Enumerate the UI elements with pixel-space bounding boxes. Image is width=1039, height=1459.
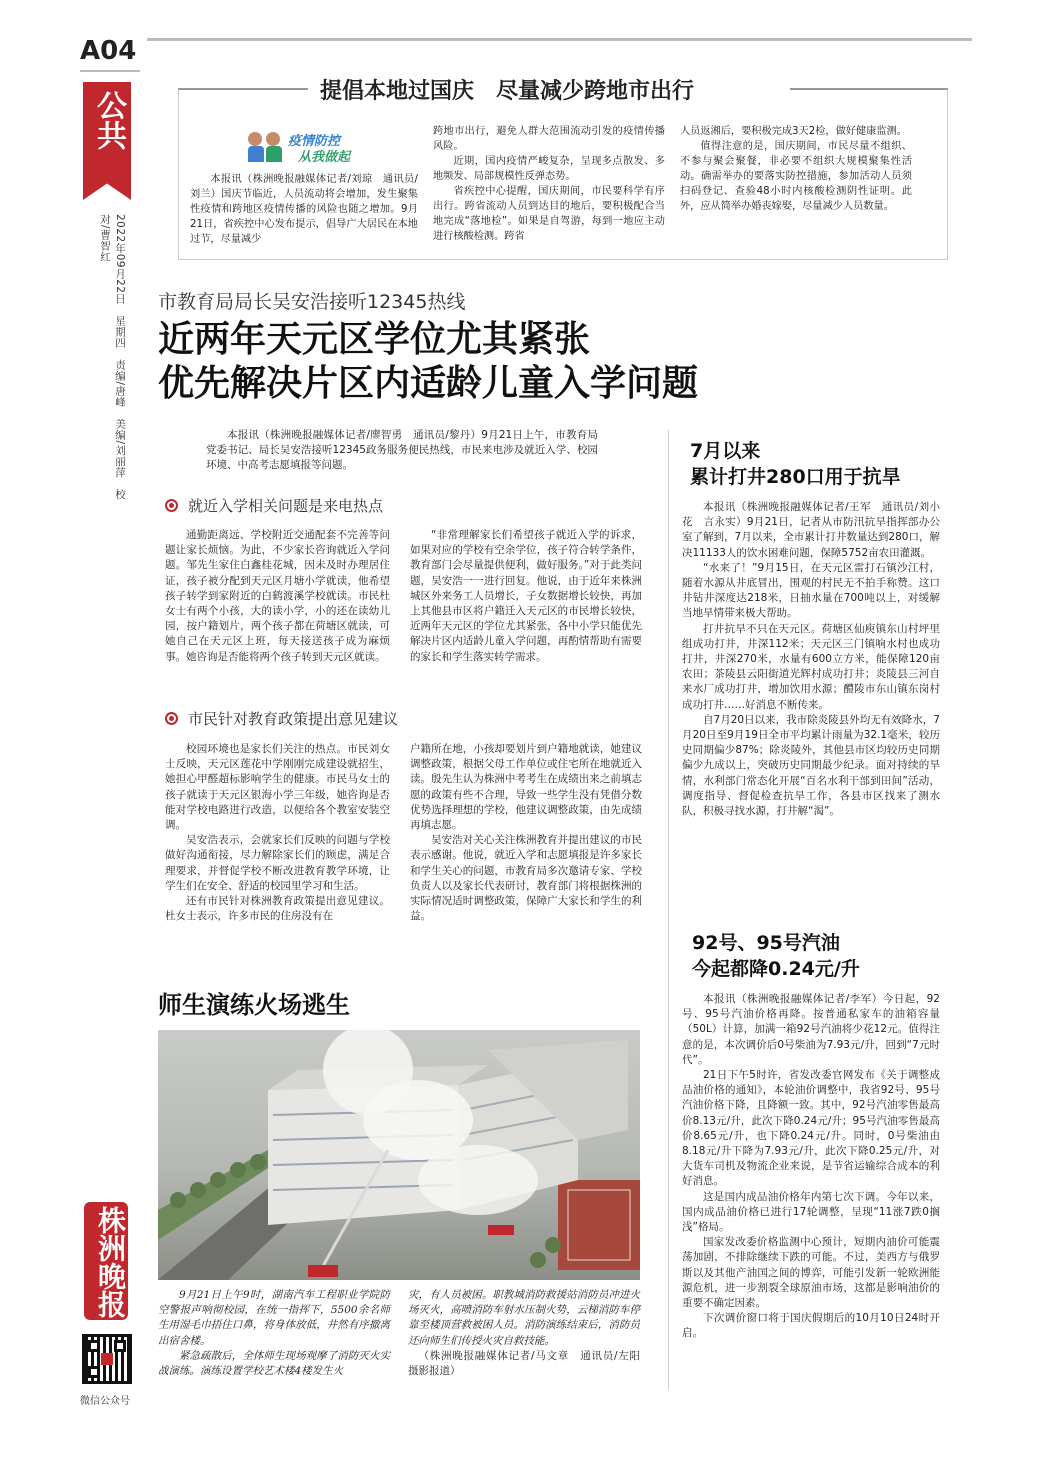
story1-col2-p1: 跨地市出行，避免人群大范围流动引发的疫情传播风险。	[433, 126, 665, 152]
qr-code[interactable]	[82, 1334, 132, 1384]
story2-sec1-col1: 通勤距离远、学校附近交通配套不完善等问题让家长烦恼。为此，不少家长咨询就近入学问题。邹先生家住白鑫桂花城，因未及时办理居住证，孩子被分配到天元区月塘小学就读，他希望孩子转学到家附近的白鹤渡溪学校就读。市民杜女士有两个小孩，大的读小学，小的还在读幼儿园，按户籍划片，两个孩子都在荷塘区就读，可她自己在天元区上班，每天接送孩子成为麻烦事。她咨询是否能将两个孩子转到天元区就读。	[165, 529, 390, 663]
fire-truck	[308, 1265, 338, 1277]
story2-sec2-col1-p3: 还有市民针对株洲教育政策提出意见建议。杜女士表示，许多市民的住房没有在	[165, 895, 390, 923]
story2-sec2-col1-p2: 吴安浩表示，会就家长们反映的问题与学校做好沟通衔接，尽力解除家长们的顾虑，满足合理要求，并督促学校不断改进教育教学环境，让学生们在安全、舒适的校园里学习和生活。	[165, 834, 390, 892]
qr-label: 微信公众号	[80, 1396, 130, 1407]
smoke-plume	[418, 1145, 538, 1215]
story3-credit: （株洲晚报融媒体记者/马文章 通讯员/左阳 摄影报道）	[408, 1349, 651, 1378]
story4-p2: “水来了！”9月15日，在天元区雷打石镇沙江村，随着水源从井底冒出，围观的村民无不拍手称赞。这口井钻井深度达218米，日抽水量在700吨以上，对缓解当地旱情带来极大帮助。	[682, 561, 940, 620]
story3-caption-p3: 灾，有人员被困。职教城消防救援站消防员冲进火场灭火，高喷消防车射水压制火势，云梯消防车停靠至楼顶营救被困人员。消防演练结束后，消防员还向师生们传授火灾自救技能。	[408, 1289, 640, 1347]
top-rule-thin	[80, 70, 140, 72]
story1-rule-left	[178, 88, 308, 90]
story2-subhead-2	[165, 708, 398, 729]
story2-sec2-col2	[410, 742, 642, 924]
story4-p4: 自7月20日以来，我市除炎陵县外均无有效降水，7月20日至9月19日全市平均累计雨量为32.1毫米，较历史同期偏少87%；除炎陵外，其他县市区均较历史同期偏少九成以上，突破历史同期最少纪录。面对持续的旱情，水利部门常态化开展“百名水利干部到田间”活动，调度指导、督促检查抗旱工作，各县市区找来了测水队，积极寻找水源，打井解“渴”。	[682, 713, 940, 818]
story1-col2-p3: 省疾控中心提醒，国庆期间，市民要科学有序出行。跨省流动人员到达目的地后，要积极配合当地完成“落地检”。如果是自驾游，每到一地应主动进行核酸检测。跨省	[433, 186, 665, 242]
story2-subhead-1	[165, 495, 383, 516]
bullet-icon	[165, 499, 178, 512]
person-icon	[248, 146, 264, 162]
story2-lead: 本报讯（株洲晚报融媒体记者/廖智勇 通讯员/黎丹）9月21日上午，市教育局党委书记、局长吴安浩接听12345政务服务便民热线，市民来电涉及就近入学、校园环境、中高考志愿填报等问题。	[206, 429, 598, 472]
story2-subhead-2-text: 市民针对教育政策提出意见建议	[188, 710, 399, 728]
story2-subhead-1-text: 就近入学相关问题是来电热点	[188, 497, 384, 515]
story5-headline-1: 92号、95号汽油	[692, 932, 840, 954]
bullet-icon	[165, 712, 178, 725]
fire-drill-photo	[158, 1030, 640, 1280]
story5-body	[682, 992, 940, 1342]
story1-col3-p1: 人员返湘后，要积极完成3天2检，做好健康监测。	[680, 126, 907, 137]
person-icon	[266, 146, 282, 162]
brand-name: 株洲晚报	[94, 1206, 127, 1318]
story2-kicker: 市教育局局长吴安浩接听12345热线	[158, 291, 466, 313]
story2-sec2-col2-p2: 吴安浩对关心关注株洲教育并提出建议的市民表示感谢。他说，就近入学和志愿填报是许多家长和学生关心的问题，市教育局多次邀请专家、学校负责人以及家长代表研讨，教育部门将根据株洲的实际情况适时调整政策，保障广大家长和学生的利益。	[410, 834, 642, 923]
story1-headline: 提倡本地过国庆 尽量减少跨地市出行	[320, 79, 695, 104]
story2-sec2-col1-p1: 校园环境也是家长们关注的热点。市民刘女士反映，天元区莲花中学刚刚完成建设就招生，她担心甲醛超标影响学生的健康。市民马女士的孩子就读于天元区银海小学三年级，她咨询是否能对学校电路进行改造，以便给各个教室安装空调。	[165, 743, 390, 832]
badge-line2: 从我做起	[298, 150, 351, 165]
story1-col3	[680, 124, 912, 214]
story3-caption-col2	[408, 1288, 651, 1379]
story5-p2: 21日下午5时许，省发改委官网发布《关于调整成品油价格的通知》，本轮油价调整中，我省92号、95号汽油价格下降，且降额一致。其中，92号汽油零售最高价8.13元/升，此次下降0.24元/升；95号汽油零售最高价8.65元/升，也下降0.24元/升。同时，0号柴油由8.18元/升下降为7.93元/升，此次下降0.25元/升，对大货车司机及物流企业来说，是节省运输综合成本的利好消息。	[682, 1069, 940, 1188]
story2-headline-1: 近两年天元区学位尤其紧张	[158, 319, 591, 360]
story4-headline-1: 7月以来	[690, 440, 761, 462]
page-number: A04	[80, 36, 137, 66]
badge-line1: 疫情防控	[288, 134, 341, 149]
story4-p1: 本报讯（株洲晚报融媒体记者/王军 通讯员/刘小花 言永实）9月21日，记者从市防汛抗旱指挥部办公室了解到，7月以来，全市累计打井数量达到280口，解决11133人的饮水困难问题，保障5752亩农田灌溉。	[682, 501, 940, 559]
story5-p4: 国家发改委价格监测中心预计，短期内油价可能震荡加剧，不排除继续下跌的可能。不过，美西方与俄罗斯以及其他产油国之间的博弈，可能引发新一轮欧洲能源危机，进一步割裂全球原油市场，这都是影响油价的重要不确定因素。	[682, 1236, 940, 1310]
story4-p3: 打井抗旱不只在天元区。荷塘区仙庾镇东山村坪里组成功打井，井深112米；天元区三门镇响水村也成功打井，井深270米，水量有600立方米，能保障120亩农田；茶陵县云阳街道光辉村成功打井；炎陵县三河自来水厂成功打井，增加饮用水源；醴陵市东山镇东岗村成功打井……好消息不断传来。	[682, 622, 940, 711]
story1-col1: 本报讯（株洲晚报融媒体记者/刘琼 通讯员/刘兰）国庆节临近，人员流动将会增加，发生聚集性疫情和跨地区疫情传播的风险也随之增加。9月21日，省疾控中心发布提示，倡导广大居民在本地过节，尽量减少	[190, 174, 418, 245]
story2-sec2-col1	[165, 742, 390, 924]
story4-headline-2: 累计打井280口用于抗旱	[690, 466, 901, 488]
story1-col2	[433, 124, 665, 244]
story1-col2-p2: 近期，国内疫情严峻复杂，呈现多点散发、多地频发、局部规模性反弹态势。	[433, 156, 665, 182]
story2-sec2-col2-p1: 户籍所在地，小孩却要划片到户籍地就读，她建议调整政策，根据父母工作单位或住宅所在地就近入读。殷先生认为株洲中考考生在成绩出来之前填志愿的政策有些不合理，导致一些学生没有凭借分数优势选择理想的学校，他建议调整政策，由先成绩再填志愿。	[410, 743, 642, 832]
fire-truck	[488, 1225, 514, 1235]
person-icon	[248, 132, 262, 146]
story3-caption-col1	[158, 1288, 390, 1379]
story4-body	[682, 500, 940, 819]
story1-rule-right	[790, 88, 948, 90]
story1-badge	[248, 130, 396, 164]
top-rule	[147, 38, 972, 41]
fire-drill-scene	[158, 1030, 640, 1280]
story3-caption-p1: 9月21日上午9时，湖南汽车工程职业学院防空警报声响彻校园，在统一指挥下，5500余名师生用湿毛巾捂住口鼻，将身体放低，井然有序撤离出宿舍楼。	[158, 1289, 390, 1347]
story5-p5: 下次调价窗口将于国庆假期后的10月10日24时开启。	[682, 1312, 940, 1340]
person-icon	[266, 132, 280, 146]
story2-headline-2: 优先解决片区内适龄儿童入学问题	[158, 363, 699, 404]
sports-field	[558, 1180, 640, 1270]
story3-caption-p2: 紧急疏散后，全体师生现场观摩了消防灭火实战演练。演练设置学校艺术楼4楼发生火	[158, 1349, 390, 1378]
story5-p1: 本报讯（株洲晚报融媒体记者/李军）今日起，92号、95号汽油价格再降。按普通私家车的油箱容量（50L）计算，加满一箱92号汽油将少花12元。值得注意的是，本次调价后0号柴油为7.93元/升，回到“7元时代”。	[682, 993, 940, 1066]
story5-headline-2: 今起都降0.24元/升	[692, 958, 860, 980]
story3-headline: 师生演练火场逃生	[158, 991, 350, 1019]
section-label: 公共	[91, 90, 126, 150]
dateline: 2022年09月22日 星期四 责编/唐峰 美编/刘丽萍 校对/曹智红	[99, 214, 126, 500]
story2-sec1-col2: “非常理解家长们希望孩子就近入学的诉求，如果对应的学校有空余学位，孩子符合转学条件，教育部门会尽量提供便利，做好服务。”对于此类问题，吴安浩一一进行回复。他说，由于近年来株洲城区外来务工人员增长，子女数据增长较快，再加上其他县市区将户籍迁入天元区的市民增长较快，近两年天元区的学位尤其紧张，各中小学只能优先解决片区内适龄儿童入学问题，再酌情帮助有需要的家长和学生落实转学需求。	[410, 529, 642, 663]
story5-p3: 这是国内成品油价格年内第七次下调。今年以来，国内成品油价格已进行17轮调整，呈现“11涨7跌0搁浅”格局。	[682, 1190, 940, 1234]
story1-col3-p2: 值得注意的是，国庆期间，市民尽量不组织、不参与聚会聚餐，非必要不组织大规模聚集性活动。确需举办的要落实防控措施，参加活动人员须扫码登记、查验48小时内核酸检测阴性证明。此外，应从简举办婚丧嫁娶，尽量减少人员数量。	[680, 141, 912, 212]
column-divider	[668, 430, 669, 1390]
